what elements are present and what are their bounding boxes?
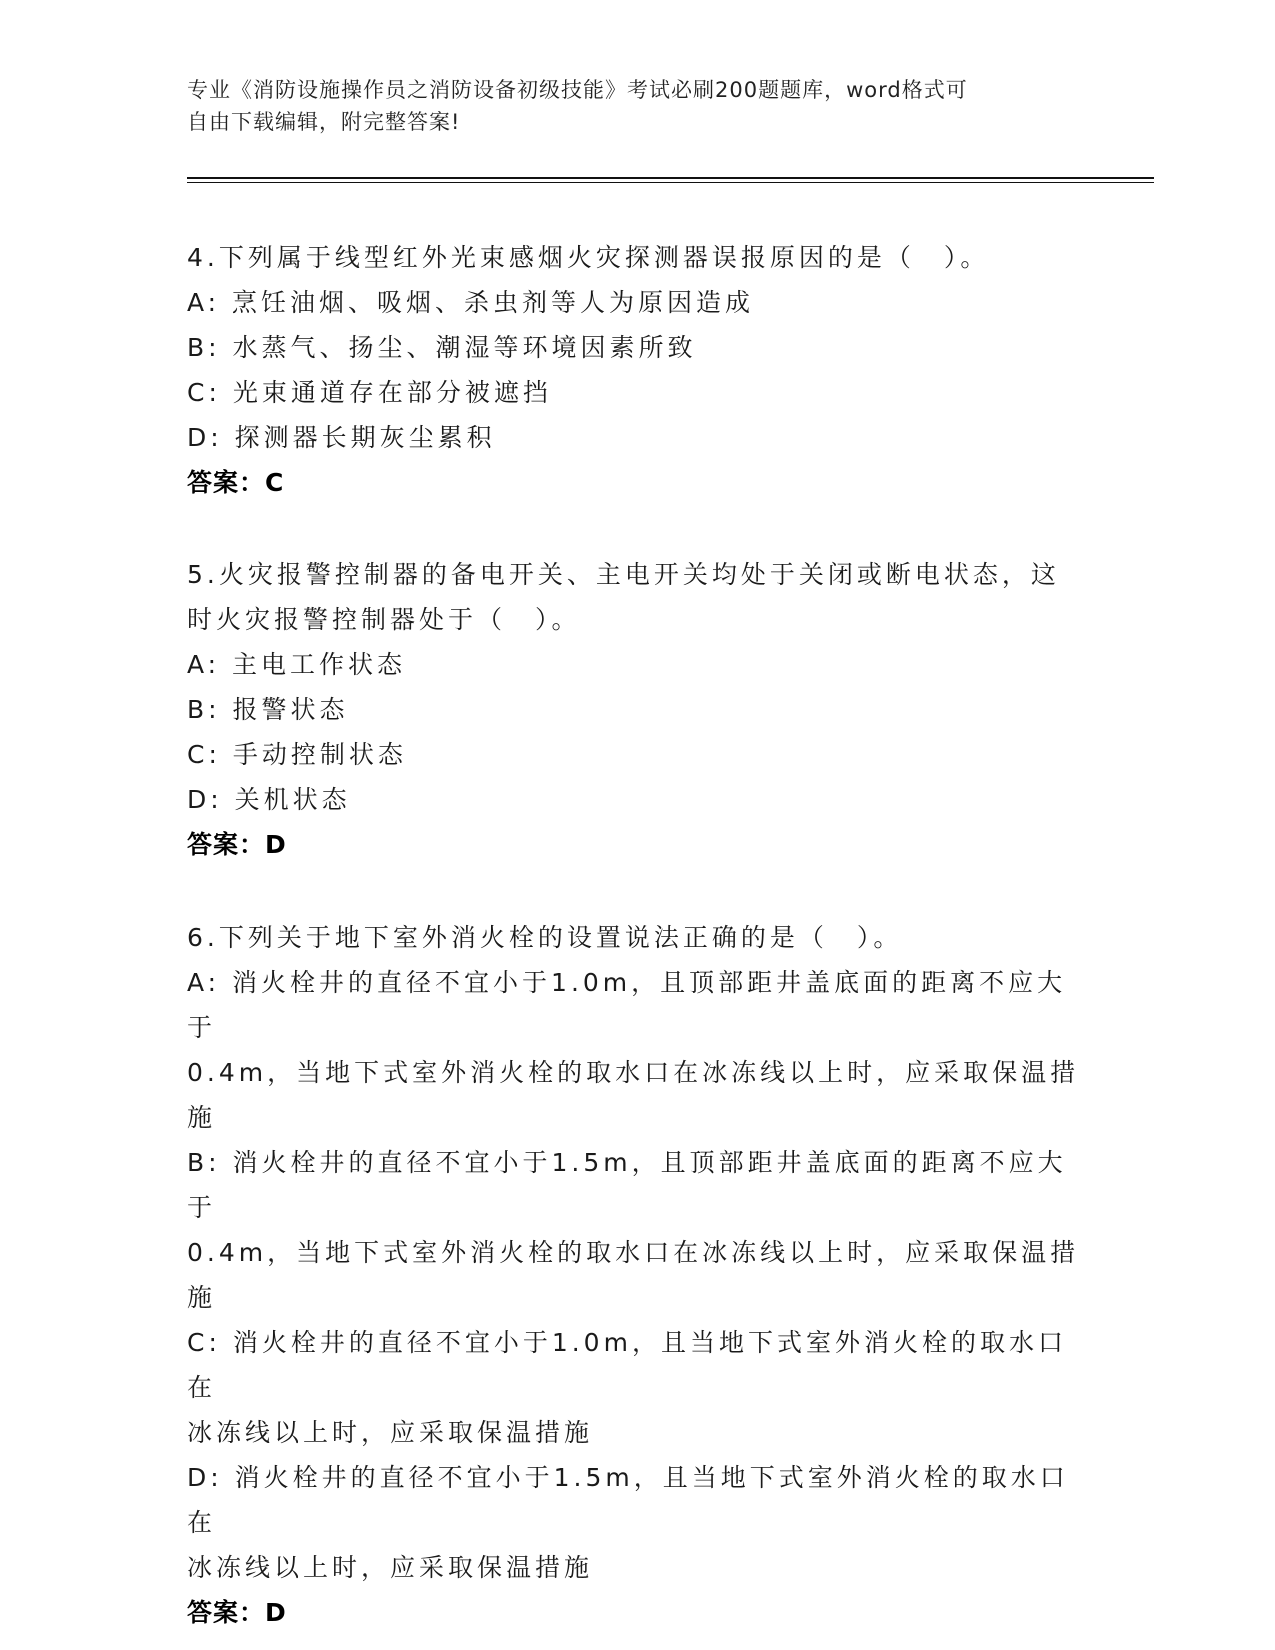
- header-line-2: 自由下载编辑，附完整答案!: [187, 110, 461, 134]
- option-c: 冰冻线以上时，应采取保温措施: [187, 1418, 594, 1447]
- answer-label: 答案：D: [187, 830, 287, 859]
- header-rule-thin: [187, 182, 1154, 183]
- option-a: A: 烹饪油烟、吸烟、杀虫剂等人为原因造成: [187, 288, 755, 317]
- answer-label: 答案：C: [187, 468, 285, 497]
- question-stem: 时火灾报警控制器处于（ ）。: [187, 605, 581, 634]
- question-4: [187, 235, 1087, 505]
- option-c: C: 手动控制状态: [187, 740, 407, 769]
- option-d: D: 消火栓井的直径不宜小于1.5m，且当地下式室外消火栓的取水口在: [187, 1463, 1069, 1537]
- option-a: 0.4m，当地下式室外消火栓的取水口在冰冻线以上时，应采取保温措: [187, 1058, 1080, 1087]
- option-d: D: 探测器长期灰尘累积: [187, 423, 496, 452]
- option-a: A: 主电工作状态: [187, 650, 407, 679]
- option-a: 施: [187, 1103, 217, 1132]
- question-stem: 5.火灾报警控制器的备电开关、主电开关均处于关闭或断电状态，这: [187, 560, 1060, 589]
- option-c: C: 光束通道存在部分被遮挡: [187, 378, 552, 407]
- question-6: [187, 915, 1087, 1635]
- question-list: [187, 235, 1087, 1635]
- option-d: D: 关机状态: [187, 785, 351, 814]
- header-rule-thick: [187, 177, 1154, 179]
- option-c: C: 消火栓井的直径不宜小于1.0m，且当地下式室外消火栓的取水口在: [187, 1328, 1067, 1402]
- answer-label: 答案：D: [187, 1598, 287, 1627]
- document-header: [187, 74, 1087, 138]
- option-b: B: 水蒸气、扬尘、潮湿等环境因素所致: [187, 333, 697, 362]
- option-b: B: 报警状态: [187, 695, 349, 724]
- question-stem: 6.下列关于地下室外消火栓的设置说法正确的是（ ）。: [187, 923, 903, 952]
- option-a: A: 消火栓井的直径不宜小于1.0m，且顶部距井盖底面的距离不应大于: [187, 968, 1067, 1042]
- option-b: 施: [187, 1283, 217, 1312]
- option-b: 0.4m，当地下式室外消火栓的取水口在冰冻线以上时，应采取保温措: [187, 1238, 1080, 1267]
- question-5: [187, 552, 1087, 867]
- option-d: 冰冻线以上时，应采取保温措施: [187, 1553, 594, 1582]
- option-b: B: 消火栓井的直径不宜小于1.5m，且顶部距井盖底面的距离不应大于: [187, 1148, 1067, 1222]
- header-line-1: 专业《消防设施操作员之消防设备初级技能》考试必刷200题题库，word格式可: [187, 78, 968, 102]
- question-stem: 4.下列属于线型红外光束感烟火灾探测器误报原因的是（ ）。: [187, 243, 990, 272]
